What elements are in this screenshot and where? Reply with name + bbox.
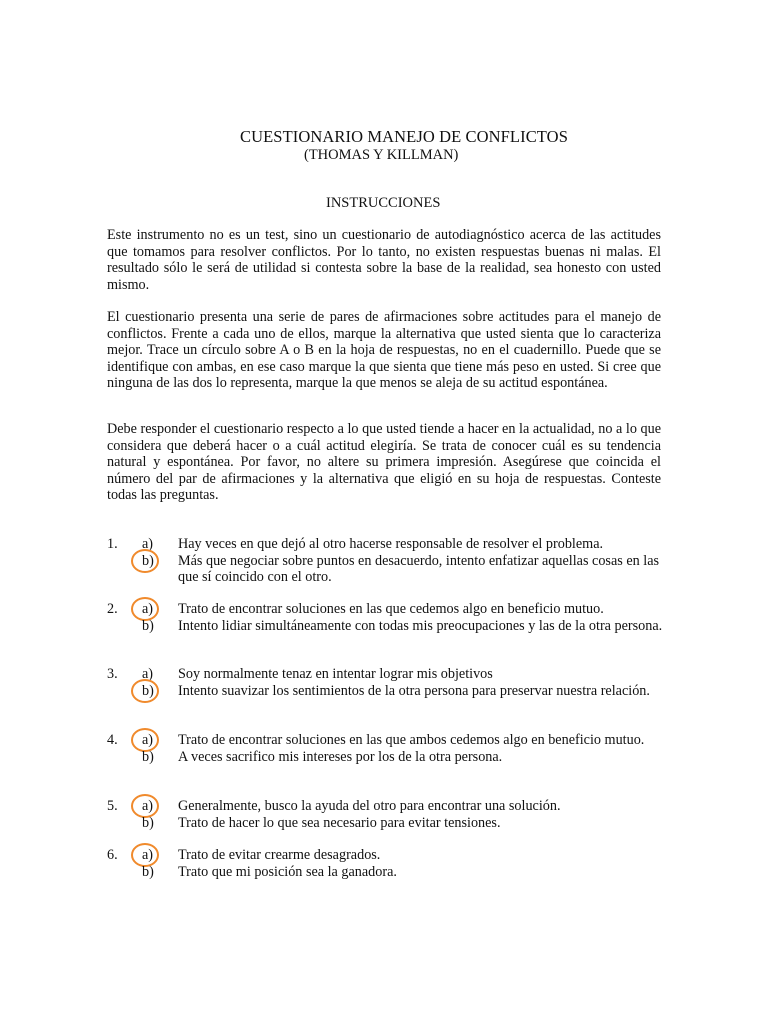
question-5 — [107, 798, 667, 831]
question-4-option-b[interactable] — [107, 749, 667, 766]
option-text: Intento lidiar simultáneamente con todas mis preocupaciones y las de la otra persona. — [178, 617, 663, 634]
option-letter: a) — [142, 666, 154, 682]
question-6 — [107, 847, 667, 880]
option-text: Soy normalmente tenaz en intentar lograr mis objetivos — [178, 666, 493, 682]
instructions-paragraph-3: Debe responder el cuestionario respecto a lo que usted tiende a hacer en la actualidad, no a lo que considera que deberá hacer o a cuál actitud elegiría. Se trata de conocer cuál es su tendencia natural y espontánea. Por favor, no altere su primera impresión. Asegúrese que coincida el número del par de afirmaciones y la alternativa que eligió en su hoja de respuestas. Conteste todas las preguntas. — [107, 421, 661, 503]
option-letter: b) — [142, 748, 154, 765]
question-6-option-b[interactable] — [107, 864, 667, 881]
question-4-option-a[interactable] — [107, 732, 667, 749]
question-number: 2. — [107, 601, 118, 617]
question-2-option-b[interactable] — [107, 618, 667, 635]
question-3 — [107, 666, 667, 699]
question-number: 1. — [107, 536, 118, 552]
option-letter: a) — [142, 536, 154, 552]
question-1 — [107, 536, 667, 586]
option-letter: a) — [142, 798, 154, 814]
question-3-option-a[interactable] — [107, 666, 667, 683]
question-4 — [107, 732, 667, 765]
option-letter: a) — [142, 732, 154, 748]
question-number: 3. — [107, 666, 118, 682]
option-text: Trato de encontrar soluciones en las que cedemos algo en beneficio mutuo. — [178, 601, 604, 617]
instructions-paragraph-1: Este instrumento no es un test, sino un cuestionario de autodiagnóstico acerca de las actitudes que tomamos para resolver conflictos. Por lo tanto, no existen respuestas buenas ni malas. El resultado sólo le será de utilidad si contesta sobre la base de la realidad, sea honesto con usted mismo. — [107, 227, 661, 293]
page-title: CUESTIONARIO MANEJO DE CONFLICTOS — [240, 127, 568, 146]
option-text: Generalmente, busco la ayuda del otro para encontrar una solución. — [178, 798, 561, 814]
question-5-option-a[interactable] — [107, 798, 667, 815]
option-text: A veces sacrifico mis intereses por los de la otra persona. — [178, 748, 503, 765]
option-text: Trato de evitar crearme desagrados. — [178, 847, 381, 863]
question-3-option-b[interactable] — [107, 683, 667, 700]
option-letter: b) — [142, 814, 154, 831]
option-text: Más que negociar sobre puntos en desacuerdo, intento enfatizar aquellas cosas en las que sí coincido con el otro. — [178, 552, 660, 585]
option-letter: a) — [142, 601, 154, 617]
question-2-option-a[interactable] — [107, 601, 667, 618]
option-text: Hay veces en que dejó al otro hacerse responsable de resolver el problema. — [178, 536, 604, 552]
question-number: 4. — [107, 732, 118, 748]
option-letter: b) — [142, 617, 154, 634]
option-letter: b) — [142, 682, 154, 699]
question-5-option-b[interactable] — [107, 815, 667, 832]
instructions-heading: INSTRUCCIONES — [326, 195, 441, 211]
question-6-option-a[interactable] — [107, 847, 667, 864]
question-1-option-a[interactable] — [107, 536, 667, 553]
option-text: Intento suavizar los sentimientos de la otra persona para preservar nuestra relación. — [178, 682, 650, 699]
option-text: Trato de hacer lo que sea necesario para evitar tensiones. — [178, 814, 501, 831]
question-number: 6. — [107, 847, 118, 863]
question-2 — [107, 601, 667, 634]
option-text: Trato de encontrar soluciones en las que ambos cedemos algo en beneficio mutuo. — [178, 732, 645, 748]
page-subtitle: (THOMAS Y KILLMAN) — [304, 147, 459, 163]
question-number: 5. — [107, 798, 118, 814]
instructions-paragraph-2: El cuestionario presenta una serie de pares de afirmaciones sobre actitudes para el manejo de conflictos. Frente a cada uno de ellos, marque la alternativa que usted sienta que lo caracteriza mejor. Trace un círculo sobre A o B en la hoja de respuestas, no en el cuadernillo. Puede que se identifique con ambas, en ese caso marque la que sienta que tiene más peso en usted. Si cree que ninguna de las dos lo representa, marque la que menos se aleja de su actitud espontánea. — [107, 309, 661, 391]
option-text: Trato que mi posición sea la ganadora. — [178, 863, 397, 880]
option-letter: b) — [142, 552, 154, 569]
option-letter: b) — [142, 863, 154, 880]
question-1-option-b[interactable] — [107, 553, 667, 586]
option-letter: a) — [142, 847, 154, 863]
